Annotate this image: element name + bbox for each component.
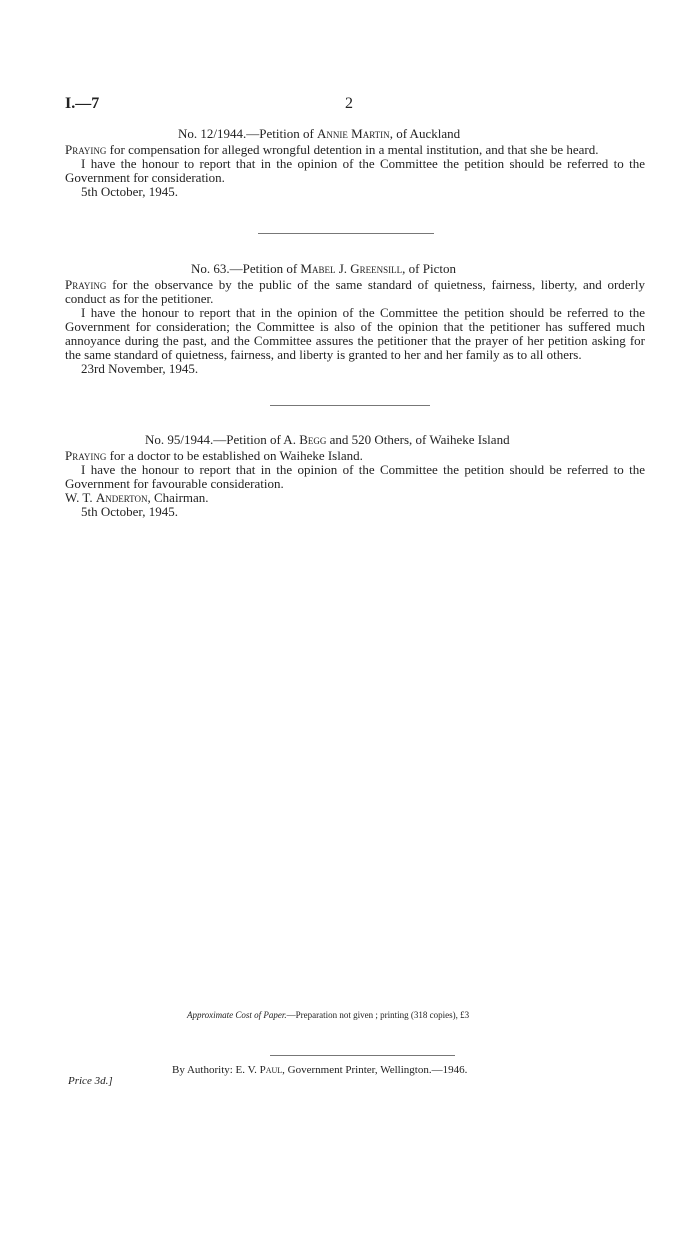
authority-suffix: , Government Printer, Wellington.—1946. [282, 1064, 468, 1076]
price-note: Price 3d.] [68, 1075, 113, 1087]
title-prefix: No. 95/1944.—Petition of A. [145, 432, 300, 447]
praying-text: for a doctor to be established on Waiheke Island. [106, 448, 363, 463]
title-suffix: and 520 Others, of Waiheke Island [326, 432, 510, 447]
signature-initials: W. T. [65, 490, 96, 505]
title-suffix: , of Picton [402, 261, 456, 276]
section-divider [270, 405, 430, 406]
authority-prefix: By Authority: E. V. [172, 1064, 260, 1076]
praying-text: for compensation for alleged wrongful detention in a mental institution, and that she be heard. [106, 142, 599, 157]
page-header [65, 95, 645, 115]
petitioner-name: Mabel J. Greensill [300, 261, 403, 276]
petition-mabel-greensill [65, 262, 645, 376]
signature-role: , Chairman. [147, 490, 209, 505]
praying-paragraph [65, 143, 645, 157]
petition-date: 5th October, 1945. [81, 504, 178, 519]
cost-of-paper-note [187, 1010, 469, 1020]
petition-begg [65, 433, 645, 519]
petition-title [65, 262, 645, 276]
petitioner-name: Annie Martin [317, 126, 390, 141]
petition-title [65, 433, 645, 447]
section-divider [258, 233, 434, 234]
signature-name: Anderton [95, 490, 148, 505]
praying-lead: Praying [65, 277, 107, 292]
report-paragraph: I have the honour to report that in the opinion of the Committee the petition should be referred to the Government for consideration. [65, 156, 645, 185]
petition-title [65, 127, 645, 141]
petitioner-name: Begg [299, 432, 327, 447]
petition-date: 23rd November, 1945. [81, 361, 199, 376]
cost-label: Approximate Cost of Paper. [187, 1010, 287, 1020]
title-prefix: No. 63.—Petition of [191, 261, 301, 276]
title-prefix: No. 12/1944.—Petition of [178, 126, 318, 141]
printer-name: Paul [259, 1064, 283, 1076]
cost-text: —Preparation not given ; printing (318 copies), £3 [286, 1010, 470, 1020]
report-paragraph: I have the honour to report that in the opinion of the Committee the petition should be referred to the Government for favourable consideration. [65, 462, 645, 491]
chairman-signature [65, 491, 645, 505]
footer-divider [270, 1055, 455, 1056]
page-number: 2 [345, 95, 353, 112]
praying-lead: Praying [65, 142, 107, 157]
praying-paragraph [65, 449, 645, 463]
praying-text: for the observance by the public of the same standard of quietness, fairness, liberty, and orderly conduct as for the petitioner. [65, 277, 645, 306]
document-reference: I.—7 [65, 95, 100, 112]
praying-lead: Praying [65, 448, 107, 463]
report-paragraph: I have the honour to report that in the opinion of the Committee the petition should be referred to the Government for consideration; the Committee is also of the opinion that the petitioner has suffered much annoyance during the past, and the Committee assures the petitioner that the prayer of her petition asking for the same standard of quietness, fairness, and liberty is granted to her and her family as to all others. [65, 305, 645, 362]
petition-date: 5th October, 1945. [81, 184, 178, 199]
praying-paragraph [65, 278, 645, 306]
title-suffix: , of Auckland [389, 126, 461, 141]
petition-annie-martin [65, 127, 645, 199]
printer-authority [172, 1064, 467, 1076]
